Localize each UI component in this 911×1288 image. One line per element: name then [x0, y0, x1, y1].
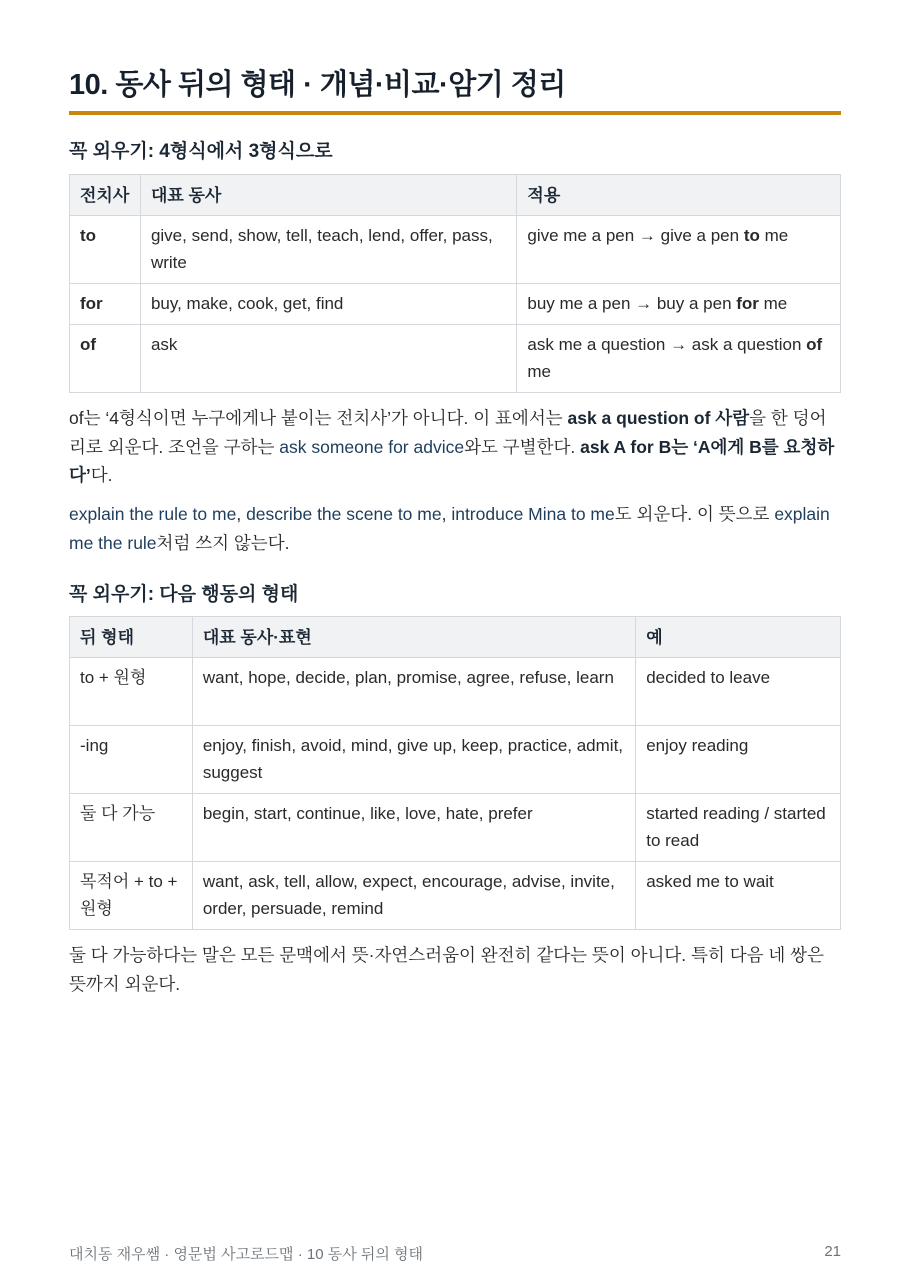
table-row — [70, 726, 841, 794]
highlight-phrase: ask someone for advice — [279, 436, 465, 457]
page-title: 10. 동사 뒤의 형태 · 개념·비교·암기 정리 — [69, 69, 566, 101]
example-cell: decided to leave — [636, 658, 841, 726]
explanation-paragraph-explain — [69, 500, 841, 557]
closing-paragraph: 둘 다 가능하다는 말은 모든 문맥에서 뜻·자연스러움이 완전히 같다는 뜻이 아니다. 특히 다음 네 쌍은 뜻까지 외운다. — [69, 945, 824, 994]
table-header-row — [70, 175, 841, 216]
verbs-cell: ask — [140, 325, 516, 393]
column-header: 적용 — [517, 175, 841, 216]
running-footer: 대치동 재우쌤 · 영문법 사고로드맵 · 10 동사 뒤의 형태 — [69, 1246, 423, 1263]
column-header: 대표 동사 — [140, 175, 516, 216]
column-header: 예 — [636, 617, 841, 658]
example-text: me — [527, 362, 552, 381]
section-heading-verb-forms: 꼭 외우기: 다음 행동의 형태 — [69, 584, 299, 605]
verbs-cell: begin, start, continue, like, love, hate, prefer — [192, 794, 635, 862]
table-header-row — [70, 617, 841, 658]
body-text: 다. — [90, 465, 113, 485]
bold-phrase: ask A for B는 ‘A에게 B를 요청하다’ — [69, 436, 835, 485]
section-heading-dative: 꼭 외우기: 4형식에서 3형식으로 — [69, 141, 333, 162]
verbs-cell: want, hope, decide, plan, promise, agree, refuse, learn — [192, 658, 635, 726]
highlight-phrase: explain the rule to me — [69, 504, 237, 524]
body-text: , — [441, 504, 452, 524]
verbs-cell: enjoy, finish, avoid, mind, give up, keep, practice, admit, suggest — [192, 726, 635, 794]
example-cell: enjoy reading — [636, 726, 841, 794]
example-text: ask me a question → ask a question — [527, 335, 807, 354]
column-header: 대표 동사·표현 — [192, 617, 635, 658]
highlight-phrase: describe the scene to me — [246, 504, 442, 524]
example-cell: asked me to wait — [636, 862, 841, 930]
highlight-phrase: explain me the rule — [69, 504, 830, 553]
page-number: 21 — [824, 1243, 841, 1260]
table-row — [70, 325, 841, 393]
example-text: give me a pen → give a pen — [527, 226, 744, 245]
column-header: 전치사 — [70, 175, 141, 216]
bold-phrase: ask a question of 사람 — [567, 408, 750, 428]
table-row — [70, 794, 841, 862]
preposition-cell: of — [70, 325, 141, 393]
example-cell — [517, 216, 841, 284]
example-text: me — [759, 226, 789, 245]
form-cell: -ing — [70, 726, 193, 794]
title-rule — [69, 111, 841, 115]
form-cell: to + 원형 — [70, 658, 193, 726]
example-text: me — [758, 294, 788, 313]
explanation-paragraph-of — [69, 404, 841, 490]
body-text: 와도 구별한다. — [464, 436, 581, 457]
form-cell: 목적어 + to + 원형 — [70, 862, 193, 930]
verbs-cell: give, send, show, tell, teach, lend, offer, pass, write — [140, 216, 516, 284]
table-row — [70, 216, 841, 284]
example-bold: for — [736, 294, 759, 313]
document-page — [69, 0, 841, 1288]
body-text: 처럼 쓰지 않는다. — [156, 532, 290, 553]
example-bold: to — [743, 226, 760, 245]
table-row — [70, 284, 841, 325]
highlight-phrase: introduce Mina to me — [451, 504, 615, 524]
verb-forms-table — [69, 616, 841, 930]
example-cell: started reading / started to read — [636, 794, 841, 862]
body-text: 도 외운다. 이 뜻으로 — [614, 504, 775, 524]
dative-table — [69, 174, 841, 393]
example-bold: of — [806, 335, 823, 354]
table-row — [70, 658, 841, 726]
body-text: , — [236, 504, 247, 524]
verbs-cell: want, ask, tell, allow, expect, encourage, advise, invite, order, persuade, remind — [192, 862, 635, 930]
body-text: 을 한 덩어리로 외운다. 조언을 구하는 — [69, 408, 827, 457]
column-header: 뒤 형태 — [70, 617, 193, 658]
preposition-cell: for — [70, 284, 141, 325]
preposition-cell: to — [70, 216, 141, 284]
form-cell: 둘 다 가능 — [70, 794, 193, 862]
example-cell — [517, 284, 841, 325]
example-text: buy me a pen → buy a pen — [527, 294, 737, 313]
example-cell — [517, 325, 841, 393]
table-row — [70, 862, 841, 930]
body-text: of는 ‘4형식이면 누구에게나 붙이는 전치사’가 아니다. 이 표에서는 — [69, 408, 568, 428]
verbs-cell: buy, make, cook, get, find — [140, 284, 516, 325]
